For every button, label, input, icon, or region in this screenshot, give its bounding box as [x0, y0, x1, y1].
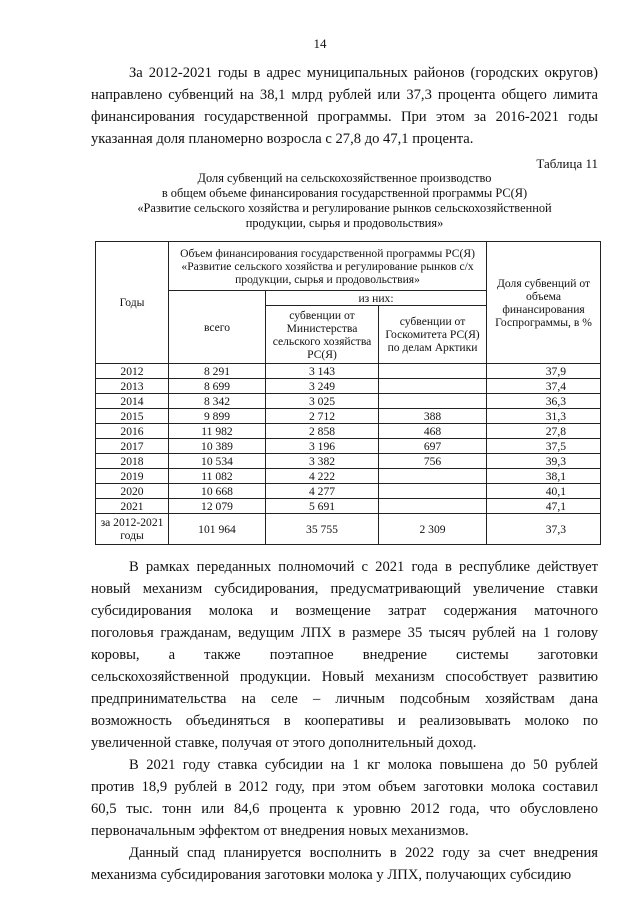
text-line: финансирования государственной программы. При этом за 2016-2021 годы	[91, 109, 598, 125]
cell-committee	[379, 469, 487, 484]
text-line: В рамках переданных полномочий с 2021 года в республике действует	[129, 559, 598, 575]
text-line: коровы, а также поэтапное внедрение системы заготовки	[91, 647, 598, 663]
text-line: сельскохозяйственной продукции. Новый механизм способствует развитию	[91, 669, 598, 685]
cell-ministry: 2 858	[266, 424, 379, 439]
cell-committee	[379, 499, 487, 514]
table-row	[96, 439, 601, 454]
cell-total: 10 389	[169, 439, 266, 454]
subventions-table	[95, 241, 601, 545]
cell-year: за 2012-2021 годы	[96, 514, 169, 545]
cell-ministry: 3 382	[266, 454, 379, 469]
cell-year: 2016	[96, 424, 169, 439]
cell-share: 47,1	[487, 499, 601, 514]
cell-committee	[379, 484, 487, 499]
table-row	[96, 469, 601, 484]
cell-committee: 468	[379, 424, 487, 439]
text-line: предпринимательства на селе – личным подсобным хозяйствам дана	[91, 691, 598, 707]
text-line: субсидирования молока и возмещение затрат содержания маточного	[91, 603, 598, 619]
header-of-which: из них:	[266, 291, 487, 306]
cell-ministry: 3 196	[266, 439, 379, 454]
cell-ministry: 4 277	[266, 484, 379, 499]
caption-line: «Развитие сельского хозяйства и регулирование рынков сельскохозяйственной	[137, 201, 552, 215]
cell-total: 101 964	[169, 514, 266, 545]
cell-year: 2018	[96, 454, 169, 469]
cell-year: 2015	[96, 409, 169, 424]
cell-ministry: 3 249	[266, 379, 379, 394]
cell-committee: 756	[379, 454, 487, 469]
cell-total: 9 899	[169, 409, 266, 424]
cell-total: 11 082	[169, 469, 266, 484]
cell-ministry: 5 691	[266, 499, 379, 514]
caption-line: в общем объеме финансирования государственной программы РС(Я)	[161, 186, 528, 200]
text-line: поголовья гражданам, ведущим ЛПХ в размере 35 тысяч рублей на 1 голову	[91, 625, 598, 641]
table-row	[96, 379, 601, 394]
cell-committee: 697	[379, 439, 487, 454]
paragraph-1	[91, 62, 598, 150]
table-row	[96, 514, 601, 545]
cell-committee	[379, 364, 487, 379]
text-line: В 2021 году ставка субсидии на 1 кг молока повышена до 50 рублей	[129, 757, 598, 773]
table-row	[96, 499, 601, 514]
header-ministry: субвенции от Министерства сельского хозяйства РС(Я)	[266, 306, 379, 364]
header-total: всего	[169, 291, 266, 364]
text-line: За 2012-2021 годы в адрес муниципальных районов (городских округов)	[129, 65, 598, 81]
cell-committee: 2 309	[379, 514, 487, 545]
header-years: Годы	[96, 242, 169, 364]
text-line: Данный спад планируется восполнить в 2022 году за счет внедрения	[129, 845, 598, 861]
text-line: механизма субсидирования заготовки молока у ЛПХ, получающих субсидию	[91, 867, 572, 883]
table-label: Таблица 11	[536, 156, 598, 171]
paragraph-4	[91, 842, 598, 886]
cell-share: 38,1	[487, 469, 601, 484]
cell-committee	[379, 379, 487, 394]
cell-year: 2017	[96, 439, 169, 454]
cell-share: 37,9	[487, 364, 601, 379]
cell-share: 39,3	[487, 454, 601, 469]
table-row	[96, 424, 601, 439]
cell-year: 2019	[96, 469, 169, 484]
cell-total: 11 982	[169, 424, 266, 439]
cell-ministry: 4 222	[266, 469, 379, 484]
cell-total: 10 534	[169, 454, 266, 469]
text-line: указанная доля планомерно возросла с 27,8 до 47,1 процента.	[91, 131, 474, 147]
cell-share: 27,8	[487, 424, 601, 439]
cell-year: 2021	[96, 499, 169, 514]
header-funding-volume: Объем финансирования государственной программы РС(Я) «Развитие сельского хозяйства и регулирование рынков с/х продукции, сырья и продовольствия»	[169, 242, 487, 291]
header-committee: субвенции от Госкомитета РС(Я) по делам Арктики	[379, 306, 487, 364]
table-row	[96, 409, 601, 424]
caption-line: Доля субвенций на сельскохозяйственное производство	[197, 171, 492, 185]
cell-share: 37,3	[487, 514, 601, 545]
table-row	[96, 394, 601, 409]
cell-year: 2013	[96, 379, 169, 394]
cell-year: 2020	[96, 484, 169, 499]
caption-line: продукции, сырья и продовольствия»	[245, 216, 444, 230]
cell-share: 31,3	[487, 409, 601, 424]
cell-year: 2014	[96, 394, 169, 409]
cell-total: 10 668	[169, 484, 266, 499]
cell-share: 37,4	[487, 379, 601, 394]
paragraph-3	[91, 754, 598, 842]
cell-ministry: 3 025	[266, 394, 379, 409]
text-line: первоначальным эффектом от внедрения новых механизмов.	[91, 823, 469, 839]
text-line: увеличенной ставке, получая от этого дополнительный доход.	[91, 735, 477, 751]
paragraph-2	[91, 556, 598, 754]
cell-committee: 388	[379, 409, 487, 424]
table-row	[96, 484, 601, 499]
cell-ministry: 2 712	[266, 409, 379, 424]
text-line: направлено субвенций на 38,1 млрд рублей или 37,3 процента общего лимита	[91, 87, 598, 103]
table-row	[96, 454, 601, 469]
cell-year: 2012	[96, 364, 169, 379]
text-line: против 18,9 рублей в 2012 году, при этом объем заготовки молока составил	[91, 779, 598, 795]
cell-ministry: 35 755	[266, 514, 379, 545]
table-caption	[91, 171, 598, 231]
text-line: новый механизм субсидирования, предусматривающий увеличение ставки	[91, 581, 598, 597]
cell-committee	[379, 394, 487, 409]
page-number: 14	[313, 36, 327, 51]
cell-share: 36,3	[487, 394, 601, 409]
cell-ministry: 3 143	[266, 364, 379, 379]
cell-share: 37,5	[487, 439, 601, 454]
cell-share: 40,1	[487, 484, 601, 499]
cell-total: 12 079	[169, 499, 266, 514]
cell-total: 8 699	[169, 379, 266, 394]
cell-total: 8 342	[169, 394, 266, 409]
text-line: возможность объединяться в кооперативы и реализовывать молоко по	[91, 713, 598, 729]
header-share: Доля субвенций от объема финансирования Госпрограммы, в %	[487, 242, 601, 364]
table-row	[96, 364, 601, 379]
text-line: 60,5 тыс. тонн или 84,6 процента к уровню 2012 года, что обусловлено	[91, 801, 598, 817]
cell-total: 8 291	[169, 364, 266, 379]
